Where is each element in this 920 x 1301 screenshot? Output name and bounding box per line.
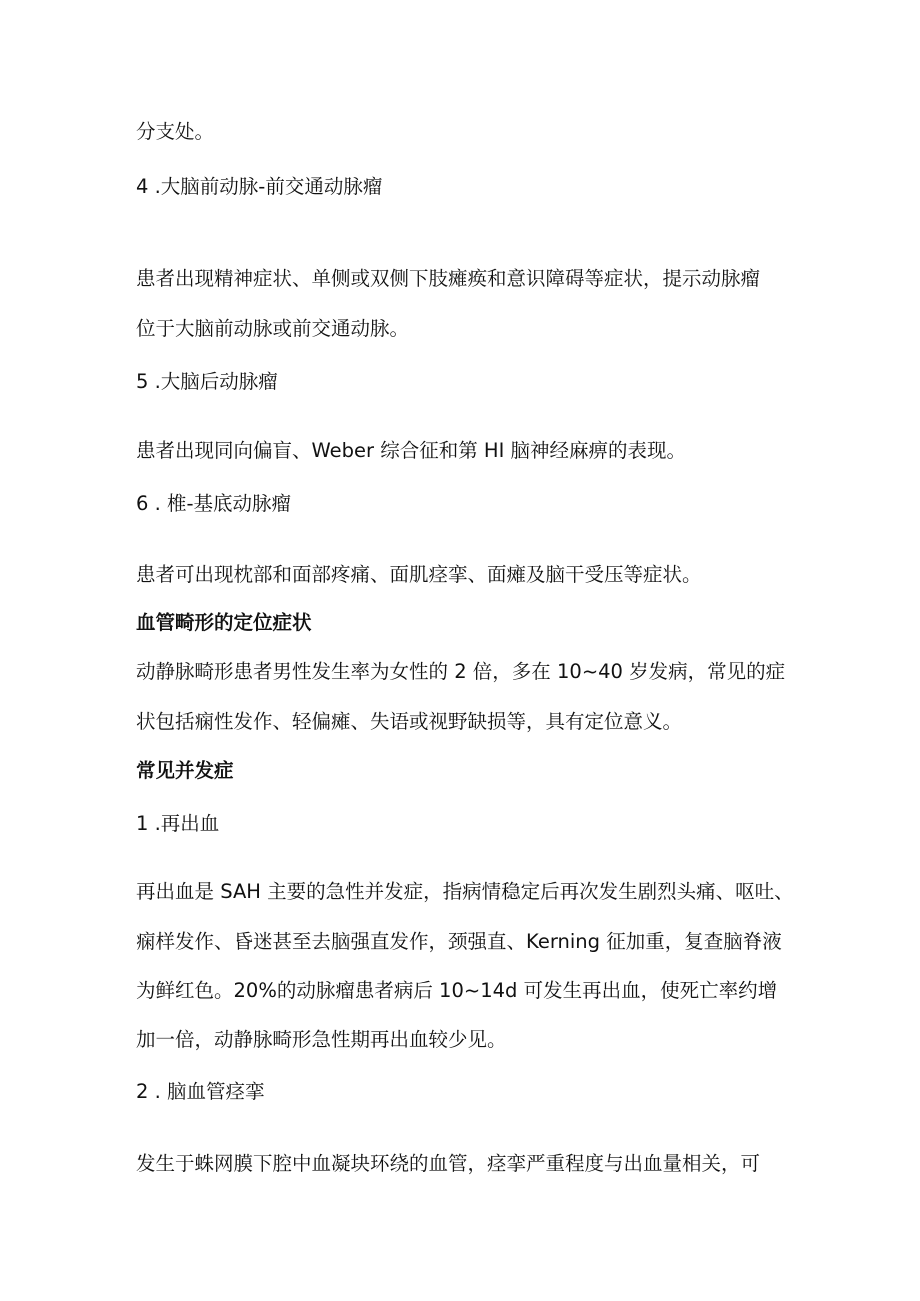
paragraph-line: 患者出现同向偏盲、Weber 综合征和第 HI 脑神经麻痹的表现。: [136, 439, 687, 462]
section-heading-6: 6 . 椎-基底动脉瘤: [136, 492, 292, 515]
paragraph-line: 发生于蛛网膜下腔中血凝块环绕的血管，痉挛严重程度与出血量相关，可: [136, 1152, 761, 1175]
paragraph-line: 动静脉畸形患者男性发生率为女性的 2 倍，多在 10~40 岁发病，常见的症: [136, 660, 786, 683]
paragraph-line: 状包括痫性发作、轻偏瘫、失语或视野缺损等，具有定位意义。: [136, 710, 683, 733]
paragraph-line: 患者可出现枕部和面部疼痛、面肌痉挛、面瘫及脑干受压等症状。: [136, 563, 702, 586]
bold-heading-complications: 常见并发症: [136, 759, 234, 782]
paragraph-line: 加一倍，动静脉畸形急性期再出血较少见。: [136, 1028, 507, 1051]
section-heading-1: 1 .再出血: [136, 812, 220, 835]
paragraph-line: 患者出现精神症状、单侧或双侧下肢瘫痪和意识障碍等症状，提示动脉瘤: [136, 267, 761, 290]
paragraph-line: 为鲜红色。20%的动脉瘤患者病后 10~14d 可发生再出血，使死亡率约增: [136, 979, 778, 1002]
paragraph-line: 再出血是 SAH 主要的急性并发症，指病情稳定后再次发生剧烈头痛、呕吐、: [136, 880, 794, 903]
section-heading-2: 2 . 脑血管痉挛: [136, 1080, 265, 1103]
paragraph-line: 位于大脑前动脉或前交通动脉。: [136, 317, 410, 340]
bold-heading-vascular-malformation: 血管畸形的定位症状: [136, 611, 312, 634]
section-heading-5: 5 .大脑后动脉瘤: [136, 370, 278, 393]
paragraph-line: 痫样发作、昏迷甚至去脑强直发作，颈强直、Kerning 征加重，复查脑脊液: [136, 930, 782, 953]
section-heading-4: 4 .大脑前动脉-前交通动脉瘤: [136, 175, 383, 198]
paragraph-line: 分支处。: [136, 120, 215, 143]
